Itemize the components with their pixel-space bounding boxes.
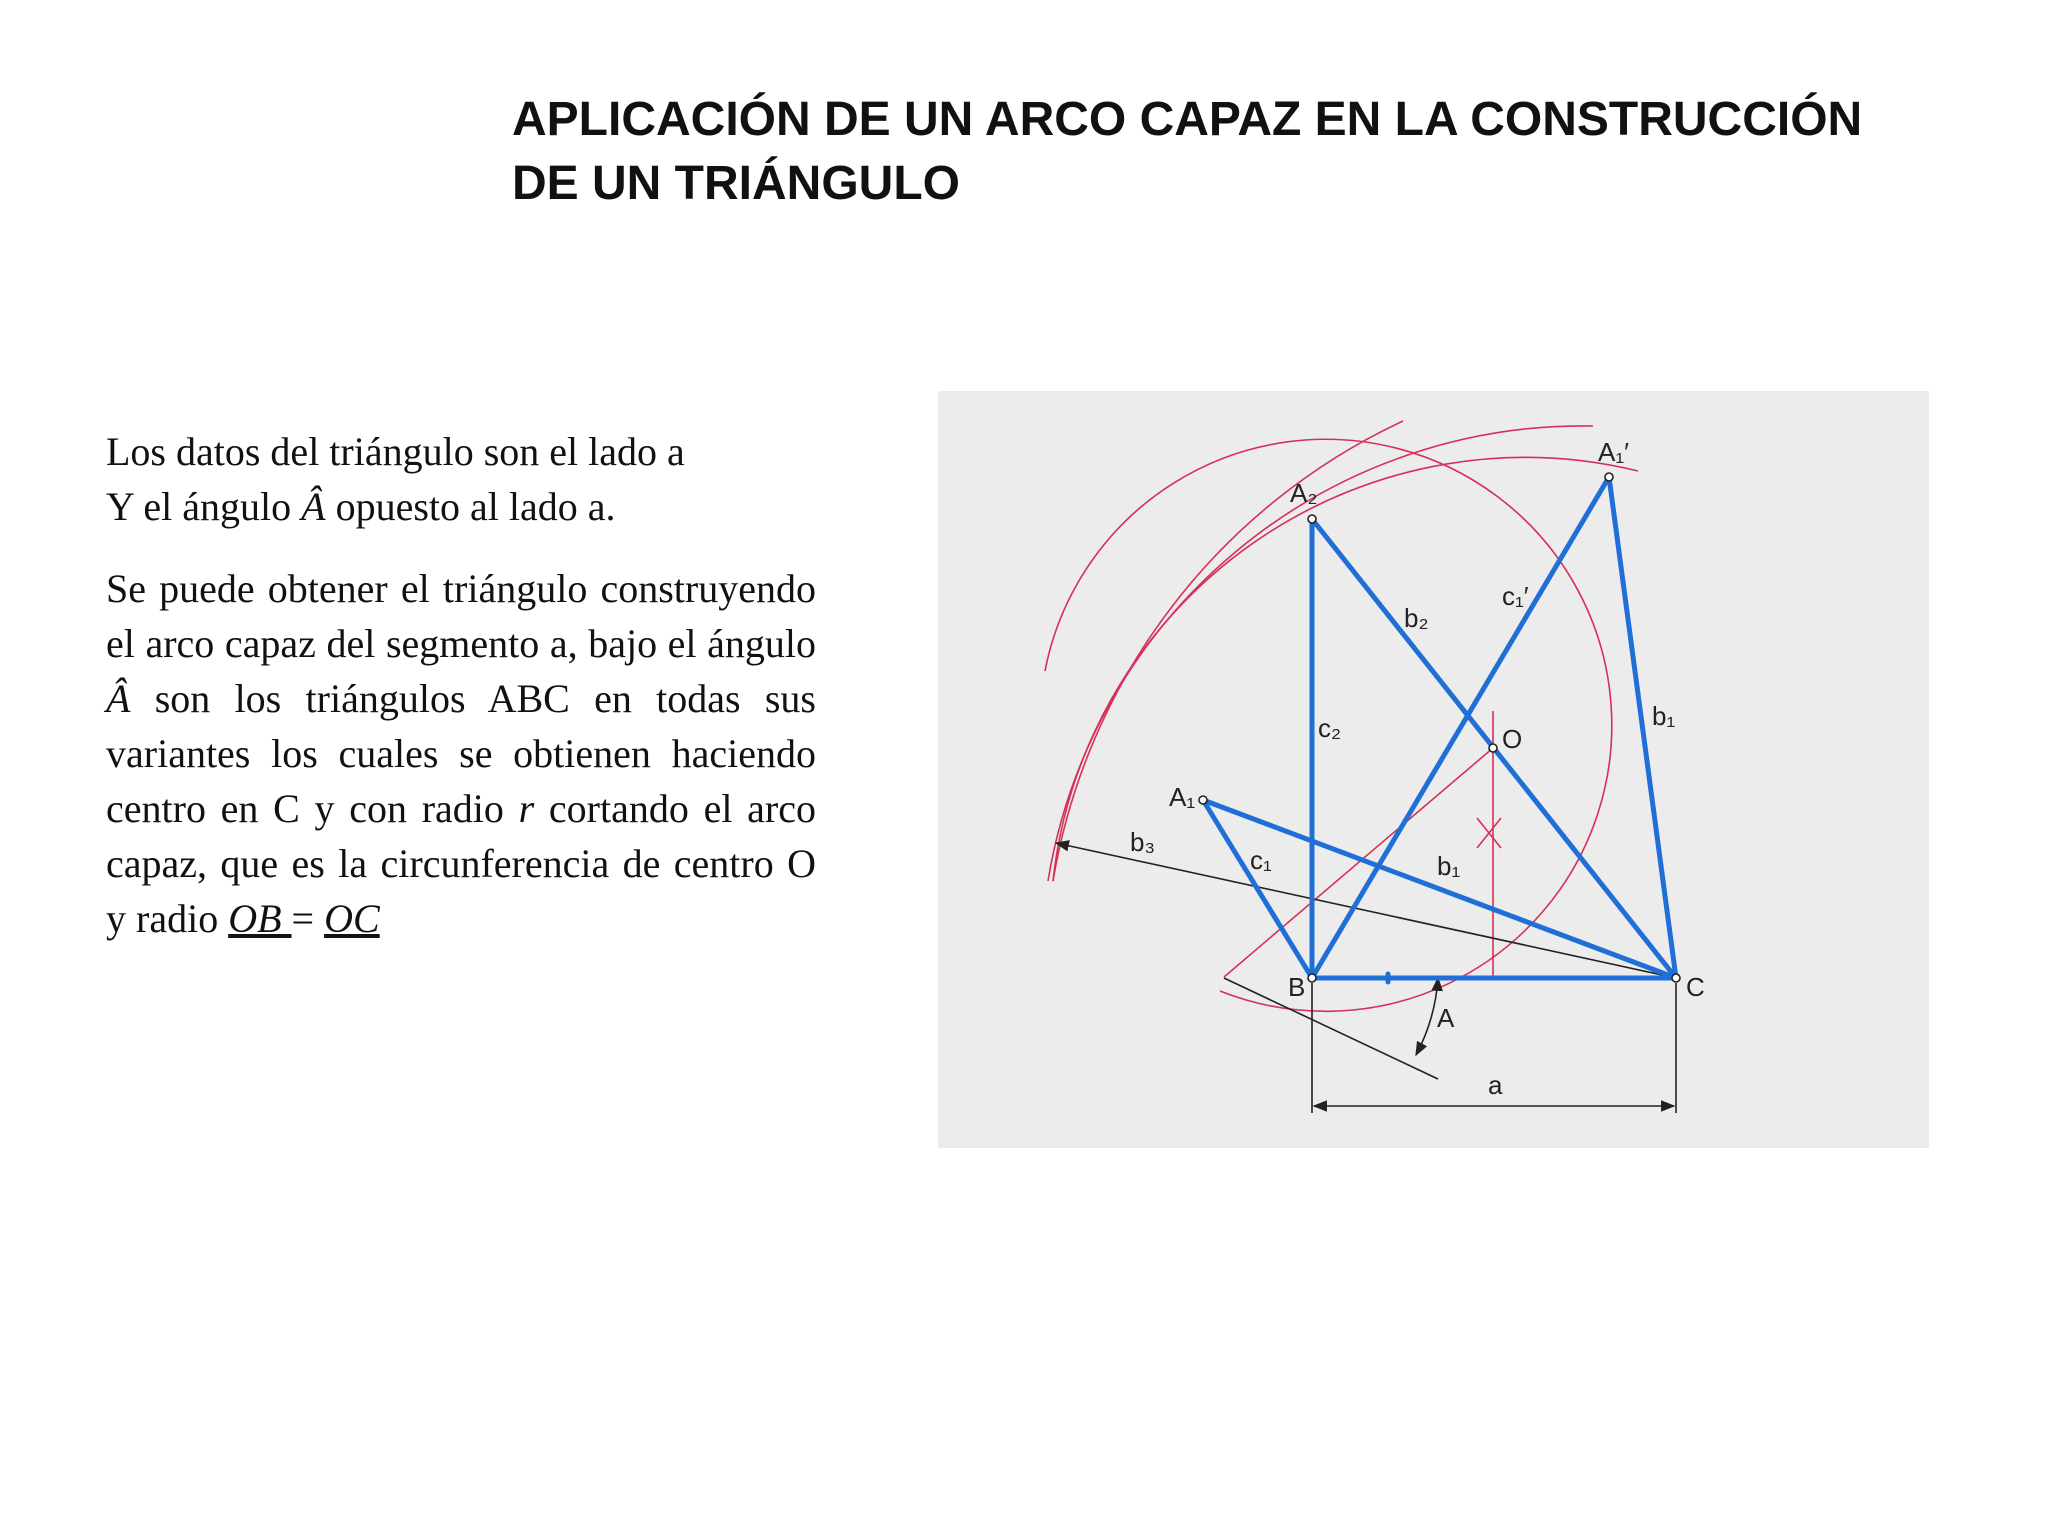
- label-c: C: [1686, 972, 1705, 1002]
- p2-part-1: Se puede obtener el triángulo construyendo el arco capaz del segmento a, bajo el ángulo: [106, 566, 816, 666]
- paragraph-construction: [106, 561, 816, 946]
- triangles: [1203, 477, 1676, 982]
- p2-part-3: cortando el arco capaz, que es la circunferencia de centro O y radio: [106, 786, 816, 941]
- figure-svg: [938, 391, 1929, 1148]
- label-a1: A₁: [1169, 782, 1196, 812]
- side-c1: [1203, 800, 1312, 978]
- label-b1-mid: b₁: [1437, 851, 1461, 881]
- radius-symbol: r: [518, 786, 535, 831]
- label-a2: A₂: [1290, 478, 1318, 508]
- description-text: [106, 424, 816, 973]
- equals-sign: =: [291, 896, 325, 941]
- construction-lines: [1045, 421, 1638, 1011]
- label-side-a: a: [1488, 1070, 1503, 1100]
- segment-oc: OC: [324, 896, 380, 941]
- radius-arc-outer: [1048, 426, 1593, 881]
- label-b3: b₃: [1130, 827, 1156, 857]
- point-a1-prime: [1605, 473, 1613, 481]
- tangent-line: [1224, 978, 1438, 1079]
- label-o: O: [1502, 724, 1523, 754]
- point-b: [1308, 974, 1316, 982]
- label-b: B: [1288, 972, 1306, 1002]
- side-c1-prime: [1312, 477, 1609, 978]
- paragraph-data: [106, 424, 816, 534]
- title-line-2: DE UN TRIÁNGULO: [512, 157, 960, 210]
- label-c2: c₂: [1318, 713, 1342, 743]
- angle-symbol: Â: [301, 484, 326, 529]
- p2-part-2: son los triángulos ABC en todas sus variantes los cuales se obtienen haciendo centro en C y con radio: [106, 676, 816, 831]
- point-c: [1672, 974, 1680, 982]
- p1-line-2-end: opuesto al lado a.: [325, 484, 616, 529]
- p1-line-2: Y el ángulo: [106, 484, 302, 529]
- label-a1-prime: A₁′: [1598, 437, 1629, 467]
- label-b2: b₂: [1404, 603, 1429, 633]
- angle-symbol: Â: [106, 676, 131, 721]
- slide-title: [512, 88, 2012, 216]
- label-angle-a: A: [1437, 1003, 1455, 1033]
- label-b1-right: b₁: [1652, 701, 1676, 731]
- label-c1-prime: c₁′: [1502, 581, 1529, 611]
- title-line-1: APLICACIÓN DE UN ARCO CAPAZ EN LA CONSTRUCCIÓN: [512, 93, 1863, 146]
- label-c1: c₁: [1250, 845, 1272, 875]
- point-o: [1489, 744, 1497, 752]
- point-a2: [1308, 515, 1316, 523]
- p1-line-1: Los datos del triángulo son el lado a: [106, 429, 685, 474]
- segment-ob: OB: [228, 896, 292, 941]
- vertex-points: [1199, 473, 1680, 982]
- point-a1: [1199, 796, 1207, 804]
- construction-figure: [938, 391, 1929, 1148]
